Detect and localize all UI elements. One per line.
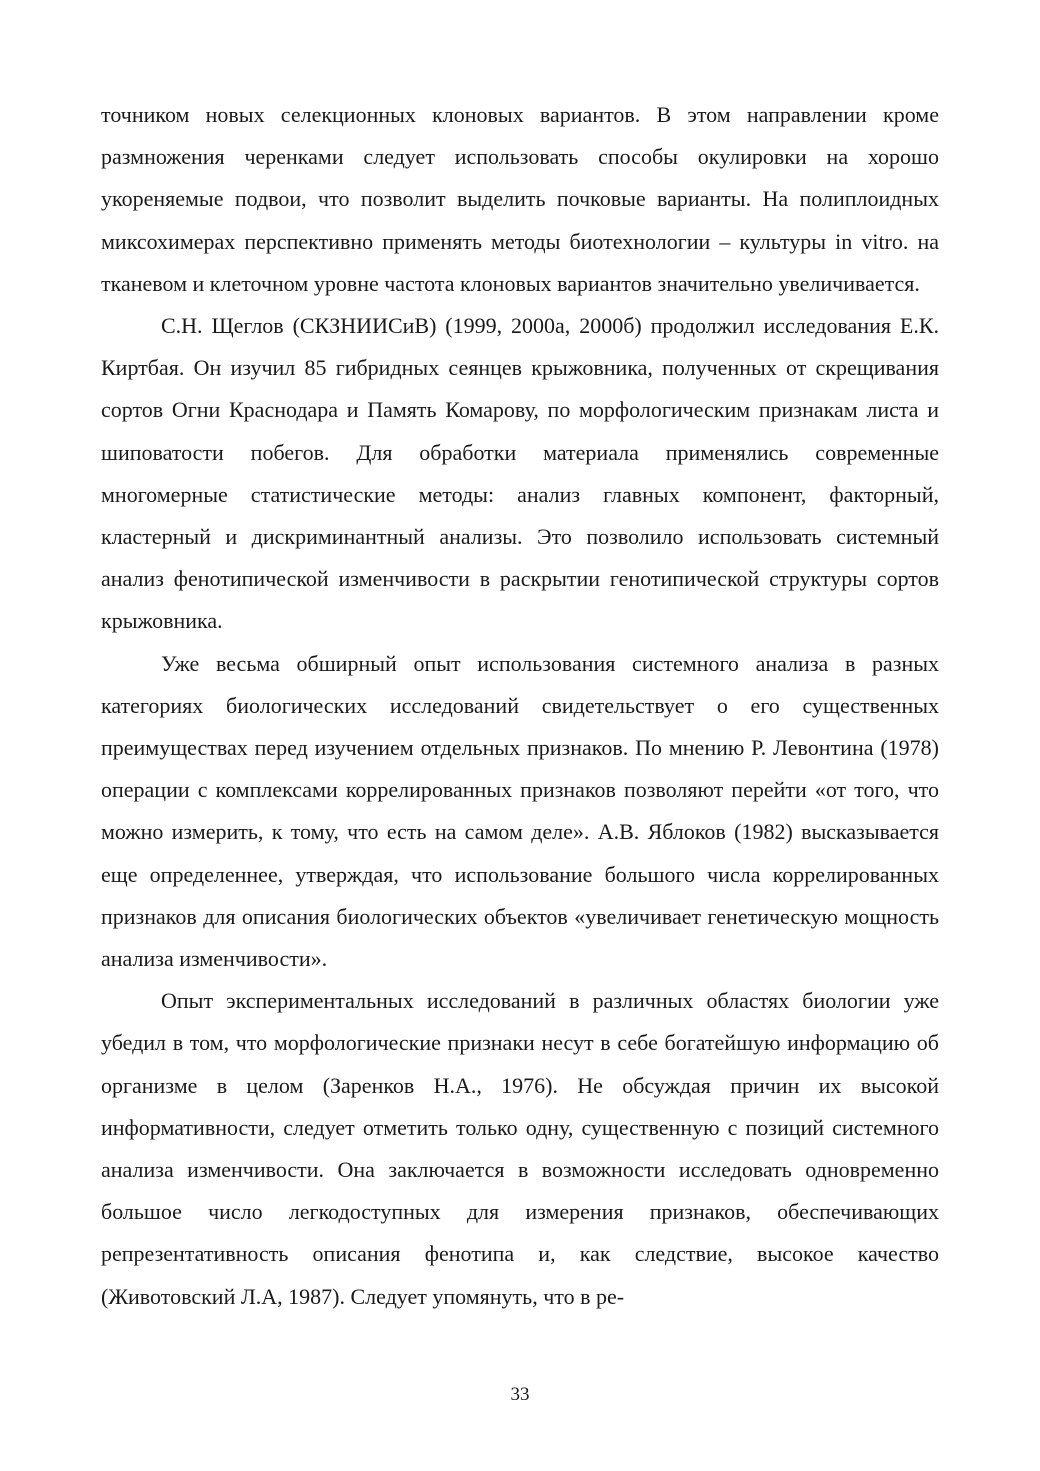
paragraph-experience: Опыт экспериментальных исследований в различных областях биологии уже убедил в том, что морфологические признаки несут в себе богатейшую информацию об организме в целом (Заренков Н.А., 1976). Не обсуждая причин их высокой информативности, следует отметить только одну, существенную с позиций системного анализа изменчивости. Она заключается в возможности исследовать одновременно большое число легкодоступных для измерения признаков, обеспечивающих репрезентативность описания фенотипа и, как следствие, высокое качество (Животовский Л.А, 1987). Следует упомянуть, что в ре- [101,988,939,1309]
page-number: 33 [510,1384,530,1405]
body-text [101,94,939,1318]
paragraph-shcheglov: С.Н. Щеглов (СКЗНИИСиВ) (1999, 2000а, 2000б) продолжил исследования Е.К. Киртбая. Он изучил 85 гибридных сеянцев крыжовника, полученных от скрещивания сортов Огни Краснодара и Память Комарову, по морфологическим признакам листа и шиповатости побегов. Для обработки материала применялись современные многомерные статистические методы: анализ главных компонент, факторный, кластерный и дискриминантный анализы. Это позволило использовать системный анализ фенотипической изменчивости в раскрытии генотипической структуры сортов крыжовника. [101,313,939,634]
paragraph-continuation: точником новых селекционных клоновых вариантов. В этом направлении кроме размножения черенками следует использовать способы окулировки на хорошо укореняемые подвои, что позволит выделить почковые варианты. На полиплоидных миксохимерах перспективно применять методы биотехнологии – культуры in vitro. на тканевом и клеточном уровне частота клоновых вариантов значительно увеличивается. [101,102,939,296]
paragraph-lewontin: Уже весьма обширный опыт использования системного анализа в разных категориях биологических исследований свидетельствует о его существенных преимуществах перед изучением отдельных признаков. По мнению Р. Левонтина (1978) операции с комплексами коррелированных признаков позволяют перейти «от того, что можно измерить, к тому, что есть на самом деле». А.В. Яблоков (1982) высказывается еще определеннее, утверждая, что использование большого числа коррелированных признаков для описания биологических объектов «увеличивает генетическую мощность анализа изменчивости». [101,650,939,972]
